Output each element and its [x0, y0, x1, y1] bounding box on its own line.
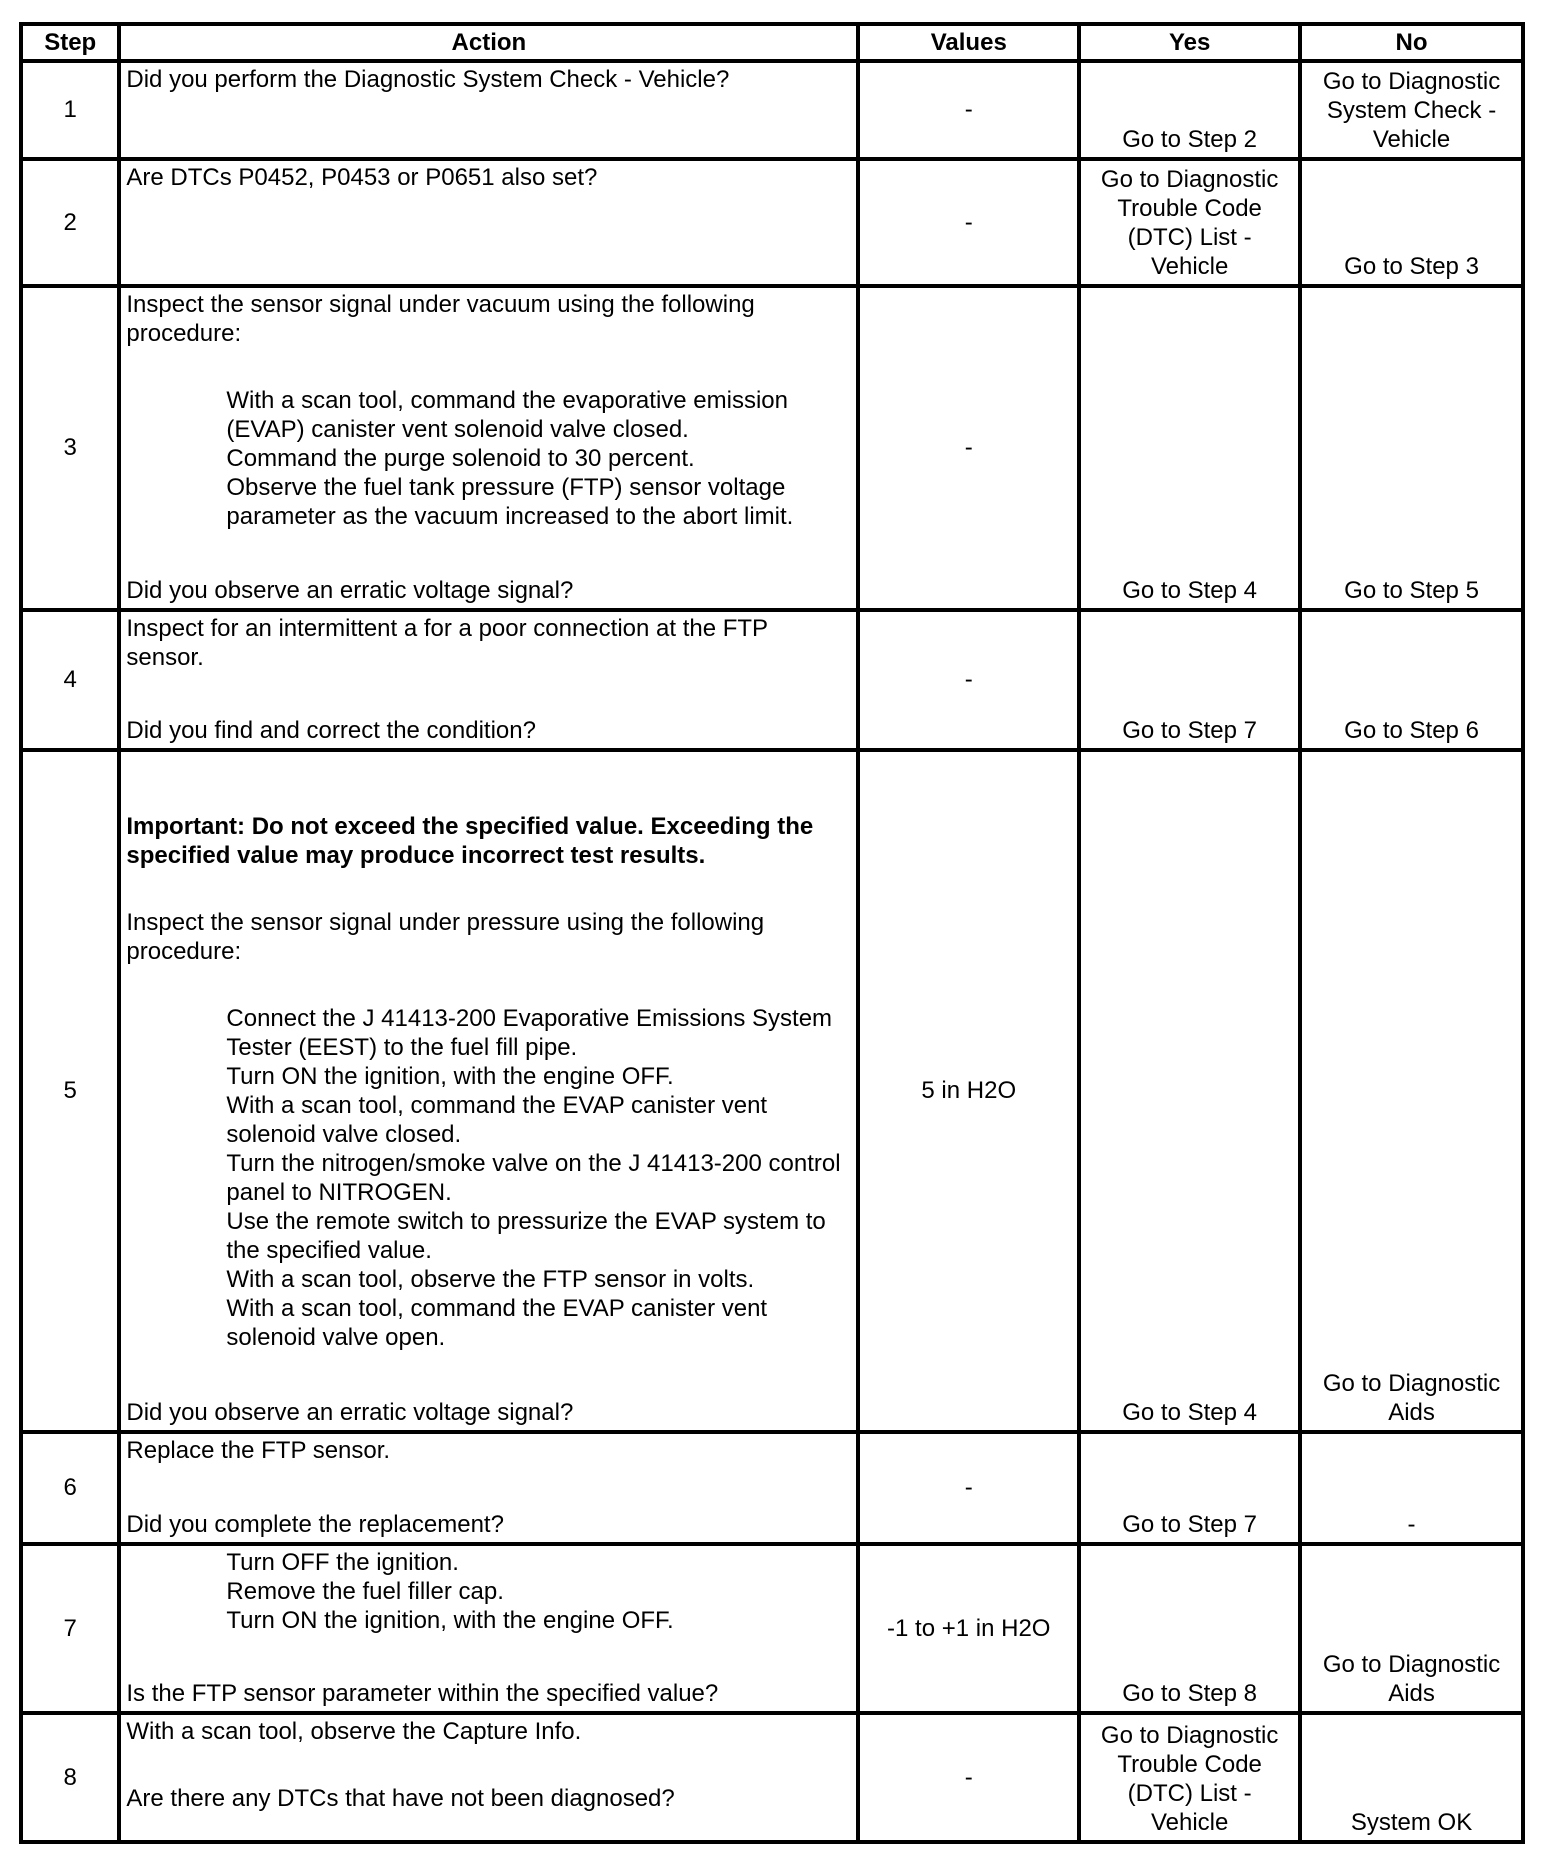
- yes-cell: Go to Step 4: [1079, 750, 1300, 1432]
- table-row-step-6: [21, 1432, 1523, 1544]
- substep-item: With a scan tool, command the EVAP canister vent solenoid valve closed.: [226, 1092, 768, 1148]
- action-question: Is the FTP sensor parameter within the specified value?: [126, 1680, 719, 1707]
- action-cell: [119, 750, 858, 1432]
- table-row-step-2: [21, 159, 1523, 286]
- action-question: Did you complete the replacement?: [126, 1511, 504, 1538]
- step-number: 5: [21, 750, 119, 1432]
- table-row-step-4: [21, 610, 1523, 750]
- substep-item: Turn ON the ignition, with the engine OFF.: [226, 1063, 674, 1090]
- values-cell: -: [858, 286, 1079, 610]
- substep-item: With a scan tool, command the EVAP canister vent solenoid valve open.: [226, 1295, 768, 1351]
- substep-item: Turn the nitrogen/smoke valve on the J 41413-200 control panel to NITROGEN.: [226, 1150, 841, 1206]
- values-cell: 5 in H2O: [858, 750, 1079, 1432]
- step-number: 4: [21, 610, 119, 750]
- step-number: 1: [21, 61, 119, 159]
- substep-item: Connect the J 41413-200 Evaporative Emissions System Tester (EEST) to the fuel fill pipe.: [226, 1005, 833, 1061]
- table-row-step-1: [21, 61, 1523, 159]
- substep-item: Command the purge solenoid to 30 percent.: [226, 445, 695, 472]
- header-values: Values: [858, 24, 1079, 61]
- yes-cell: Go to Diagnostic Trouble Code (DTC) List - Vehicle: [1079, 159, 1300, 286]
- step-number: 2: [21, 159, 119, 286]
- no-cell: Go to Step 3: [1300, 159, 1523, 286]
- substep-item: With a scan tool, command the evaporative emission (EVAP) canister vent solenoid valve closed.: [226, 387, 788, 443]
- header-no: No: [1300, 24, 1523, 61]
- substep-item: Turn ON the ignition, with the engine OFF.: [226, 1607, 674, 1634]
- action-question: Did you observe an erratic voltage signal?: [126, 1399, 574, 1426]
- yes-cell: Go to Step 7: [1079, 1432, 1300, 1544]
- values-cell: -: [858, 610, 1079, 750]
- substep-item: With a scan tool, observe the FTP sensor in volts.: [226, 1266, 755, 1293]
- action-text: Replace the FTP sensor.: [126, 1437, 391, 1464]
- step-number: 3: [21, 286, 119, 610]
- no-cell: Go to Diagnostic Aids: [1300, 1544, 1523, 1713]
- table-row-step-5: [21, 750, 1523, 1432]
- action-cell: [119, 1432, 858, 1544]
- action-cell: [119, 61, 858, 159]
- values-cell: -1 to +1 in H2O: [858, 1544, 1079, 1713]
- table-row-step-3: [21, 286, 1523, 610]
- no-cell: Go to Step 6: [1300, 610, 1523, 750]
- header-action: Action: [119, 24, 858, 61]
- substep-item: Observe the fuel tank pressure (FTP) sensor voltage parameter as the vacuum increased to the abort limit.: [226, 474, 794, 530]
- action-text: Inspect the sensor signal under vacuum using the following procedure:: [126, 291, 755, 347]
- step-number: 6: [21, 1432, 119, 1544]
- action-cell: [119, 1713, 858, 1842]
- action-question: Did you find and correct the condition?: [126, 717, 536, 744]
- action-cell: [119, 159, 858, 286]
- action-text: With a scan tool, observe the Capture Info.: [126, 1718, 582, 1745]
- substep-item: Remove the fuel filler cap.: [226, 1578, 504, 1605]
- no-cell: -: [1300, 1432, 1523, 1544]
- no-cell: System OK: [1300, 1713, 1523, 1842]
- action-text: Inspect for an intermittent a for a poor connection at the FTP sensor.: [126, 615, 768, 671]
- yes-cell: Go to Step 4: [1079, 286, 1300, 610]
- diagnostic-table: [19, 22, 1525, 1844]
- yes-cell: Go to Step 7: [1079, 610, 1300, 750]
- substep-item: Turn OFF the ignition.: [226, 1549, 459, 1576]
- step-number: 8: [21, 1713, 119, 1842]
- no-cell: Go to Step 5: [1300, 286, 1523, 610]
- header-yes: Yes: [1079, 24, 1300, 61]
- header-step: Step: [21, 24, 119, 61]
- step-number: 7: [21, 1544, 119, 1713]
- important-note: Important: Do not exceed the specified value. Exceeding the specified value may produce incorrect test results.: [126, 813, 814, 869]
- table-row-step-8: [21, 1713, 1523, 1842]
- action-text: Inspect the sensor signal under pressure using the following procedure:: [126, 909, 765, 965]
- yes-cell: Go to Diagnostic Trouble Code (DTC) List - Vehicle: [1079, 1713, 1300, 1842]
- no-cell: Go to Diagnostic Aids: [1300, 750, 1523, 1432]
- header-row: [21, 24, 1523, 61]
- action-cell: [119, 1544, 858, 1713]
- no-cell: Go to Diagnostic System Check - Vehicle: [1300, 61, 1523, 159]
- values-cell: -: [858, 159, 1079, 286]
- values-cell: -: [858, 1713, 1079, 1842]
- action-question: Are there any DTCs that have not been diagnosed?: [126, 1785, 675, 1812]
- values-cell: -: [858, 61, 1079, 159]
- action-question: Did you observe an erratic voltage signal?: [126, 577, 574, 604]
- table-row-step-7: [21, 1544, 1523, 1713]
- action-text: Did you perform the Diagnostic System Check - Vehicle?: [126, 66, 730, 93]
- yes-cell: Go to Step 8: [1079, 1544, 1300, 1713]
- action-cell: [119, 286, 858, 610]
- action-cell: [119, 610, 858, 750]
- yes-cell: Go to Step 2: [1079, 61, 1300, 159]
- action-text: Are DTCs P0452, P0453 or P0651 also set?: [126, 164, 598, 191]
- values-cell: -: [858, 1432, 1079, 1544]
- substep-item: Use the remote switch to pressurize the EVAP system to the specified value.: [226, 1208, 826, 1264]
